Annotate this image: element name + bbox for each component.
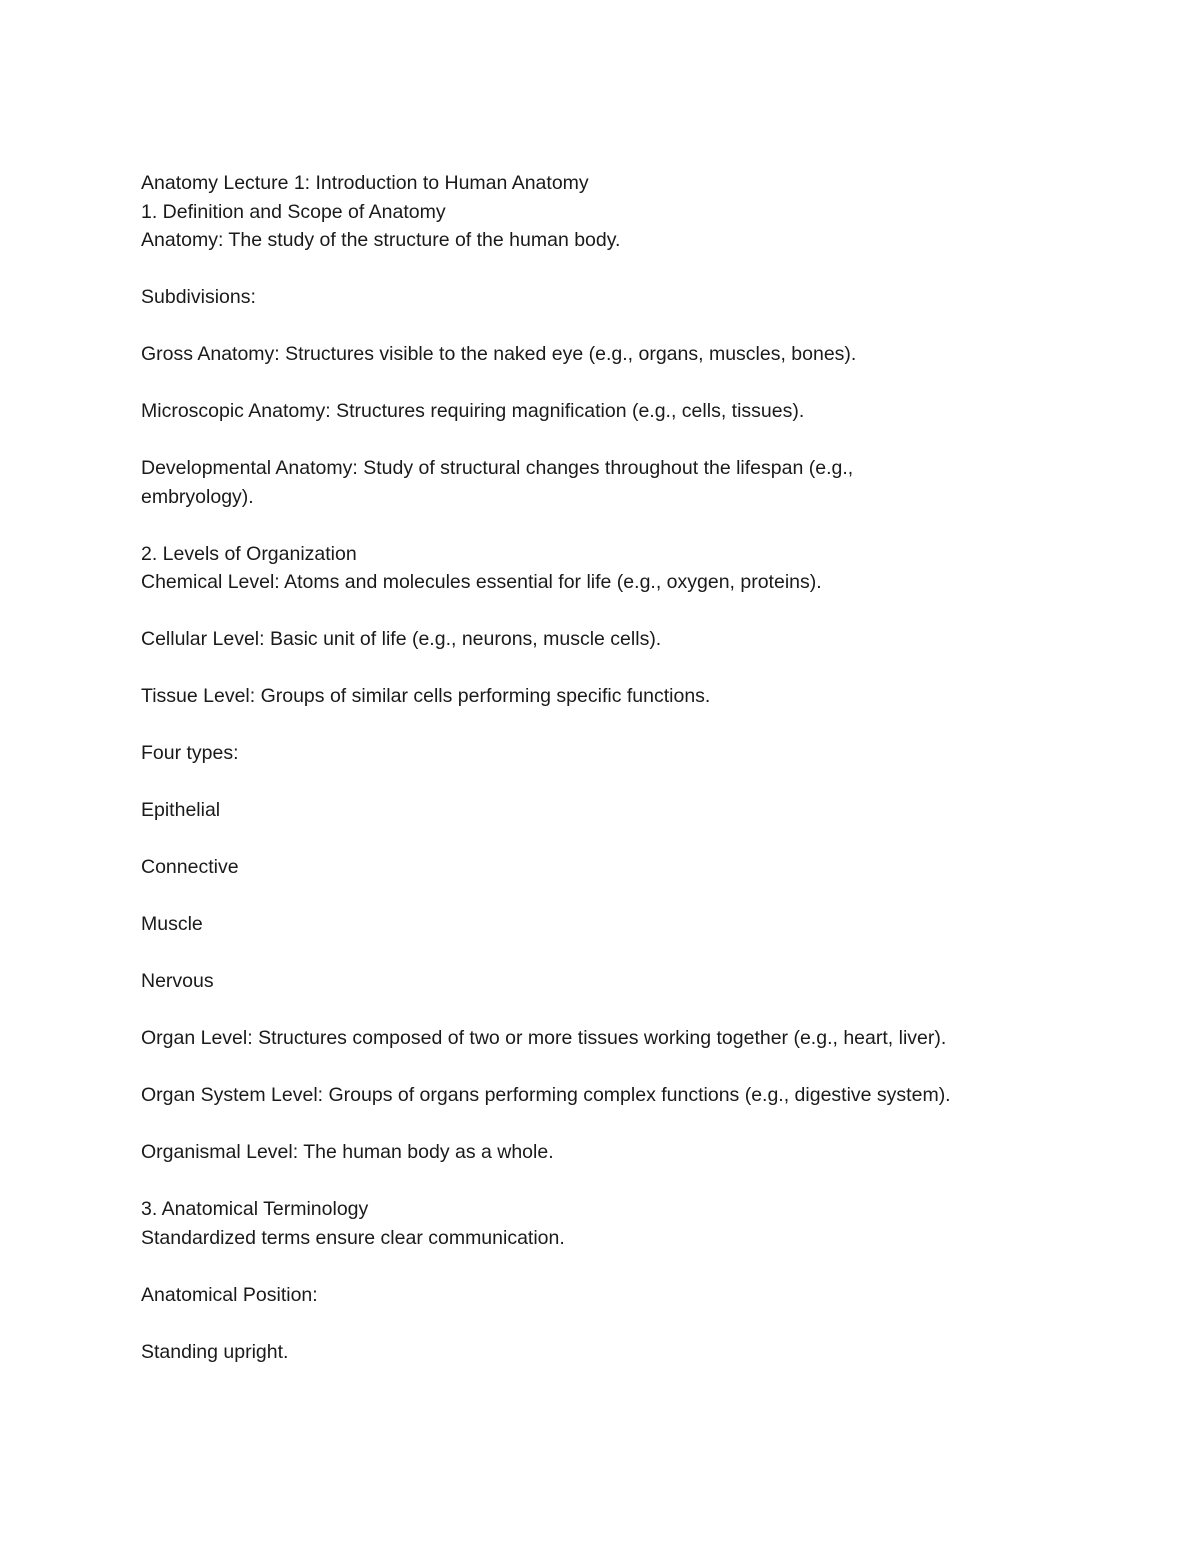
section-3-heading: 3. Anatomical Terminology: [141, 1198, 369, 1220]
chemical-level-item: Chemical Level: Atoms and molecules essential for life (e.g., oxygen, proteins).: [141, 571, 822, 593]
document-title: Anatomy Lecture 1: Introduction to Human Anatomy: [141, 172, 589, 194]
spacer: [141, 426, 1141, 455]
tissue-type-item: Muscle: [141, 913, 203, 935]
spacer: [141, 1110, 1141, 1139]
tissue-type-item: Connective: [141, 856, 239, 878]
section-1-heading: 1. Definition and Scope of Anatomy: [141, 200, 446, 223]
terminology-intro: Standardized terms ensure clear communication.: [141, 1226, 565, 1249]
spacer: [141, 369, 1141, 398]
developmental-anatomy-item-continued: embryology).: [141, 485, 254, 508]
organ-level-item: Organ Level: Structures composed of two or more tissues working together (e.g., heart, liver).: [141, 1027, 947, 1049]
subdivisions-label: Subdivisions:: [141, 286, 256, 308]
tissue-type-item: Nervous: [141, 970, 214, 992]
spacer: [141, 1167, 1141, 1196]
anatomical-position-label: Anatomical Position:: [141, 1283, 318, 1306]
tissue-level-item: Tissue Level: Groups of similar cells performing specific functions.: [141, 685, 711, 707]
anatomy-definition: Anatomy: The study of the structure of the human body.: [141, 229, 621, 251]
spacer: [141, 711, 1141, 740]
spacer: [141, 825, 1141, 854]
cellular-level-item: Cellular Level: Basic unit of life (e.g., neurons, muscle cells).: [141, 628, 662, 650]
gross-anatomy-item: Gross Anatomy: Structures visible to the naked eye (e.g., organs, muscles, bones).: [141, 343, 857, 365]
organ-system-level-item: Organ System Level: Groups of organs performing complex functions (e.g., digestive system).: [141, 1084, 951, 1106]
spacer: [141, 654, 1141, 683]
spacer: [141, 1252, 1141, 1281]
section-2-heading: 2. Levels of Organization: [141, 542, 357, 565]
standing-upright-item: Standing upright.: [141, 1340, 289, 1363]
spacer: [141, 882, 1141, 911]
spacer: [141, 768, 1141, 797]
spacer: [141, 1309, 1141, 1338]
spacer: [141, 597, 1141, 626]
spacer: [141, 511, 1141, 540]
document-body: [141, 169, 1141, 1366]
tissue-type-item: Epithelial: [141, 799, 221, 821]
organismal-level-item: Organismal Level: The human body as a whole.: [141, 1141, 554, 1163]
developmental-anatomy-item: Developmental Anatomy: Study of structural changes throughout the lifespan (e.g.,: [141, 457, 854, 479]
spacer: [141, 1053, 1141, 1082]
four-types-label: Four types:: [141, 742, 239, 764]
spacer: [141, 996, 1141, 1025]
spacer: [141, 939, 1141, 968]
spacer: [141, 312, 1141, 341]
spacer: [141, 255, 1141, 284]
microscopic-anatomy-item: Microscopic Anatomy: Structures requiring magnification (e.g., cells, tissues).: [141, 400, 805, 422]
